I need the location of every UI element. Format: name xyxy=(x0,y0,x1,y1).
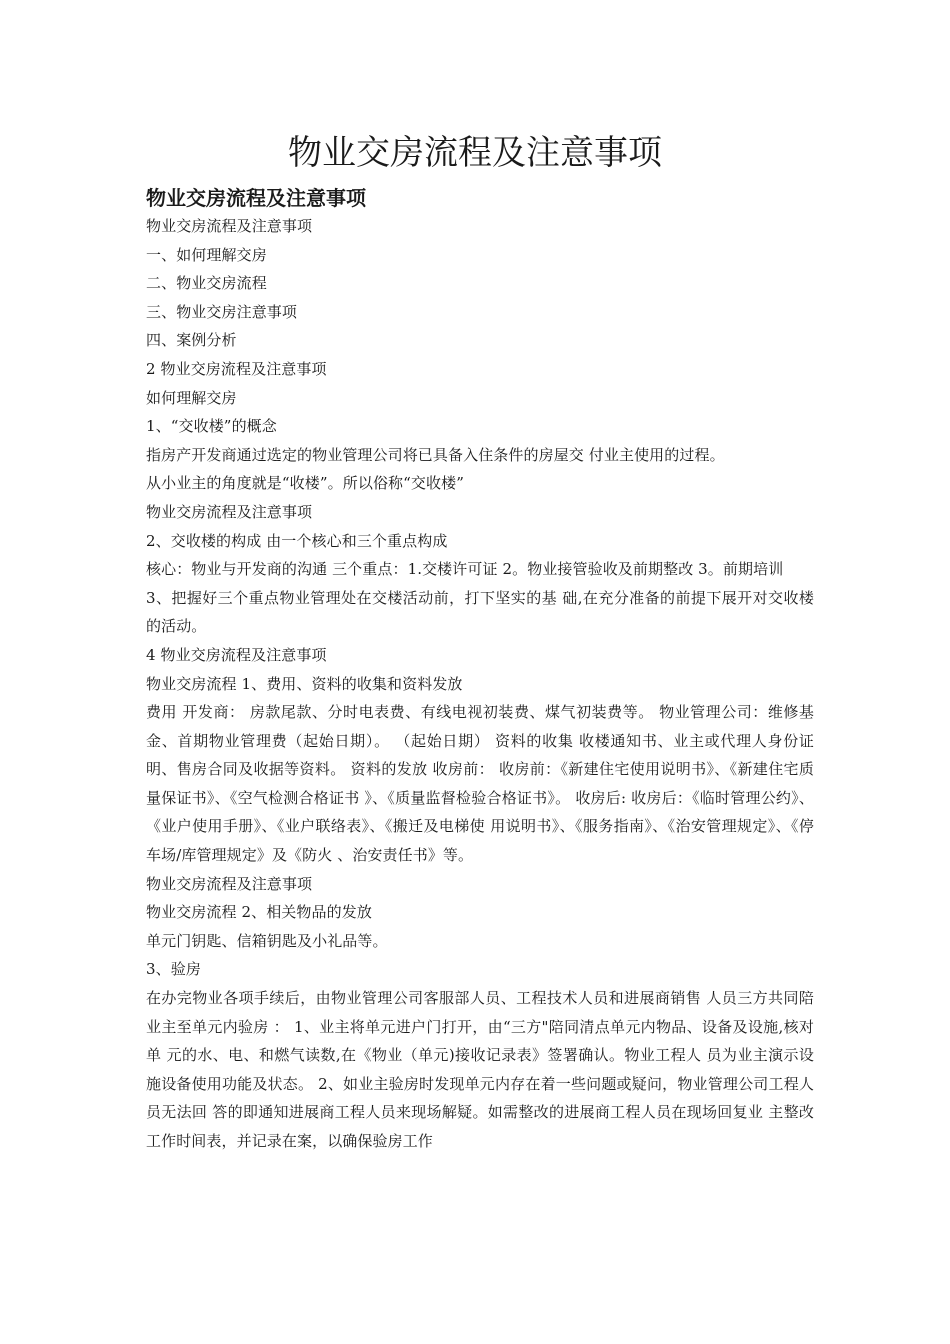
body-paragraph: 物业交房流程及注意事项 xyxy=(146,874,313,893)
document-heading: 物业交房流程及注意事项 xyxy=(146,186,366,210)
outline-item: 三、物业交房注意事项 xyxy=(146,302,298,321)
body-paragraph: 物业交房流程 1、费用、资料的收集和资料发放 xyxy=(146,674,463,693)
body-paragraph: 2、交收楼的构成 由一个核心和三个重点构成 xyxy=(146,531,448,550)
body-paragraph: 单元门钥匙、信箱钥匙及小礼品等。 xyxy=(146,931,388,950)
body-paragraph: 3、把握好三个重点物业管理处在交楼活动前，打下坚实的基 础,在充分准备的前提下展开对交收楼的活动。 xyxy=(146,588,814,636)
body-paragraph: 2 物业交房流程及注意事项 xyxy=(146,359,327,378)
outline-item: 四、案例分析 xyxy=(146,331,237,350)
outline-item: 一、如何理解交房 xyxy=(146,245,267,264)
body-paragraph: 3、验房 xyxy=(146,960,201,979)
body-paragraph: 指房产开发商通过选定的物业管理公司将已具备入住条件的房屋交 付业主使用的过程。 xyxy=(146,445,725,464)
body-paragraph: 在办完物业各项手续后，由物业管理公司客服部人员、工程技术人员和进展商销售 人员三方共同陪业主至单元内验房 ： 1、业主将单元进户门打开，由“三方"陪同清点单元内物品、设备及设施,核对单 元的水、电、和燃气读数,在《物业（单元)接收记录表》签署确认。物业工程人 员为业主演示设施设备使用功能及状态。 2、如业主验房时发现单元内存在着一些问题或疑问，物业管理公司工程人员无法回 答的即通知进展商工程人员来现场解疑。如需整改的进展商工程人员在现场回复业 主整改工作时间表，并记录在案，以确保验房工作 xyxy=(146,989,814,1150)
body-paragraph: 物业交房流程及注意事项 xyxy=(146,502,313,521)
body-paragraph: 1、“交收楼”的概念 xyxy=(146,417,277,436)
body-paragraph: 核心：物业与开发商的沟通 三个重点：1.交楼许可证 2。物业接管验收及前期整改 3。前期培训 xyxy=(146,560,784,579)
document-body xyxy=(146,212,814,1156)
outline-item: 二、物业交房流程 xyxy=(146,274,267,293)
body-paragraph: 4 物业交房流程及注意事项 xyxy=(146,645,327,664)
body-paragraph: 从小业主的角度就是“收楼”。所以俗称“交收楼” xyxy=(146,474,464,493)
document-title: 物业交房流程及注意事项 xyxy=(288,133,662,173)
body-paragraph: 如何理解交房 xyxy=(146,388,237,407)
body-paragraph: 物业交房流程及注意事项 xyxy=(146,217,313,235)
body-paragraph: 费用 开发商： 房款尾款、分时电表费、有线电视初装费、煤气初装费等。 物业管理公司：维修基金、首期物业管理费（起始日期）。 （起始日期） 资料的收集 收楼通知书、业主或代理人身份证明、售房合同及收据等资料。 资料的发放 收房前： 收房前：《新建住宅使用说明书》、《新建住宅质量保证书》、《空气检测合格证书 》、《质量监督检验合格证书》。 收房后: 收房后：《临时管理公约》、《业户使用手册》、《业户联络表》、《搬迁及电梯使 用说明书》、《服务指南》、《治安管理规定》、《停车场/库管理规定》及《防火 、治安责任书》等。 xyxy=(146,703,814,865)
body-paragraph: 物业交房流程 2、相关物品的发放 xyxy=(146,903,372,922)
